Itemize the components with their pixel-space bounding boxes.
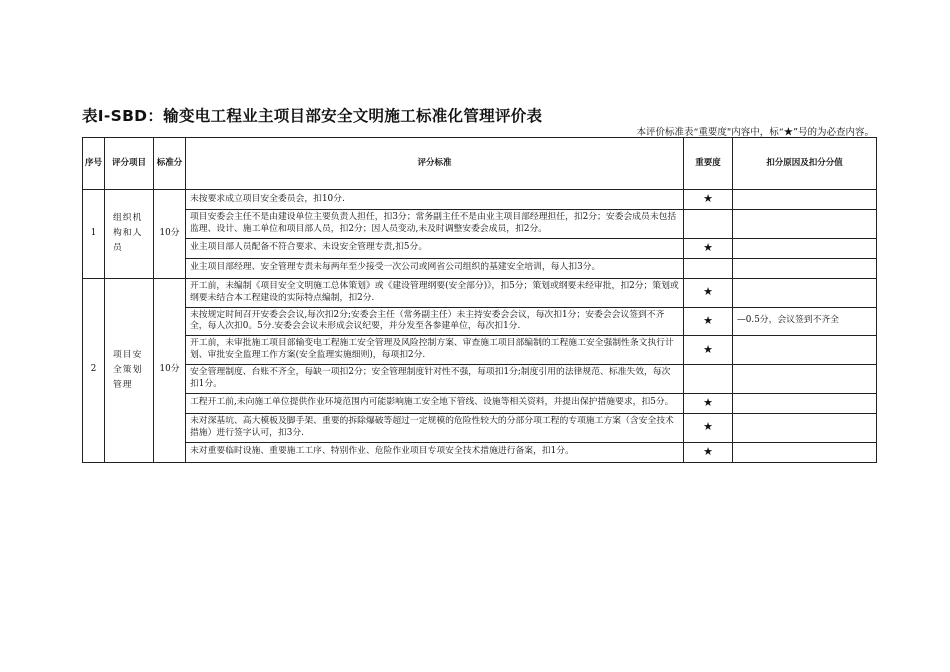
importance-cell: ★ [684,336,733,365]
criteria-cell: 业主项目部人员配备不符合要求、未设安全管理专责,扣5分。 [186,238,684,258]
section-score: 10分 [154,278,186,462]
table-body [83,190,877,463]
deduction-cell [733,393,877,413]
criteria-cell: 项目安委会主任不是由建设单位主要负责人担任，扣3分；常务副主任不是由业主项目部经理担任，扣2分；安委会成员未包括监理、设计、施工单位和项目部人员，扣2分；因人员变动,未及时调整安委会成员，扣2分。 [186,210,684,239]
criteria-cell: 安全管理制度、台账不齐全，每缺一项扣2分；安全管理制度针对性不强，每项扣1分;制度引用的法律规范、标准失效，每次扣1分。 [186,365,684,394]
header-criteria: 评分标准 [186,138,684,190]
header-no: 序号 [83,138,105,190]
importance-cell [684,258,733,278]
section-item: 项目安全策划管理 [105,278,154,462]
table-row [83,210,877,239]
deduction-cell [733,278,877,307]
criteria-cell: 未对深基坑、高大模板及脚手架、重要的拆除爆破等超过一定规模的危险性较大的分部分项工程的专项施工方案（含安全技术措施）进行签字认可，扣3分. [186,413,684,442]
importance-cell: ★ [684,238,733,258]
table-row [83,365,877,394]
table-row [83,336,877,365]
criteria-cell: 未按规定时间召开安委会会议,每次扣2分;安委会主任（常务副主任）未主持安委会会议，每次扣1分；安委会会议签到不齐全，每人次扣0。5分.安委会会议未形成会议纪要，并分发至各参建单位，每次扣1分. [186,307,684,336]
importance-cell: ★ [684,393,733,413]
section-score: 10分 [154,190,186,279]
criteria-cell: 开工前，未审批施工项目部输变电工程施工安全管理及风险控制方案、审查施工项目部编制的工程施工安全强制性条文执行计划、审批安全监理工作方案(安全监理实施细则)，每项扣2分. [186,336,684,365]
criteria-cell: 未对重要临时设施、重要施工工序、特别作业、危险作业项目专项安全技术措施进行备案，扣1分。 [186,442,684,462]
importance-cell [684,210,733,239]
deduction-cell [733,238,877,258]
section-item: 组织机构和人员 [105,190,154,279]
header-deduction: 扣分原因及扣分分值 [733,138,877,190]
section-number: 1 [83,190,105,279]
criteria-cell: 未按要求成立项目安全委员会，扣10分. [186,190,684,210]
table-row [83,238,877,258]
page-title: 表Ⅰ-SBD：输变电工程业主项目部安全文明施工标准化管理评价表 [82,107,543,125]
importance-cell: ★ [684,442,733,462]
importance-cell: ★ [684,278,733,307]
deduction-cell [733,442,877,462]
table-row [83,393,877,413]
deduction-cell [733,258,877,278]
deduction-cell [733,365,877,394]
table-row [83,307,877,336]
criteria-cell: 业主项目部经理、安全管理专责未每两年至少接受一次公司或网省公司组织的基建安全培训，每人扣3分。 [186,258,684,278]
section-number: 2 [83,278,105,462]
criteria-cell: 开工前，未编制《项目安全文明施工总体策划》或《建设管理纲要(安全部分)》，扣5分；策划或纲要未经审批，扣2分；策划或纲要未结合本工程建设的实际特点编制，扣2分. [186,278,684,307]
table-row [83,278,877,307]
table-note: 本评价标准表“重要度"内容中，标“★”号的为必查内容。 [636,127,874,138]
importance-cell: ★ [684,190,733,210]
deduction-cell [733,210,877,239]
table-header-row [83,138,877,190]
importance-cell: ★ [684,307,733,336]
header-item: 评分项目 [105,138,154,190]
deduction-cell [733,413,877,442]
importance-cell [684,365,733,394]
deduction-cell [733,336,877,365]
table-row [83,413,877,442]
header-score: 标准分 [154,138,186,190]
deduction-cell [733,190,877,210]
table-row [83,190,877,210]
table-row [83,258,877,278]
table-row [83,442,877,462]
importance-cell: ★ [684,413,733,442]
criteria-cell: 工程开工前,未向施工单位提供作业环境范围内可能影响施工安全地下管线、设施等相关资料，并提出保护措施要求，扣5分。 [186,393,684,413]
deduction-cell: —0.5分，会议签到不齐全 [733,307,877,336]
evaluation-table [82,137,877,463]
header-importance: 重要度 [684,138,733,190]
